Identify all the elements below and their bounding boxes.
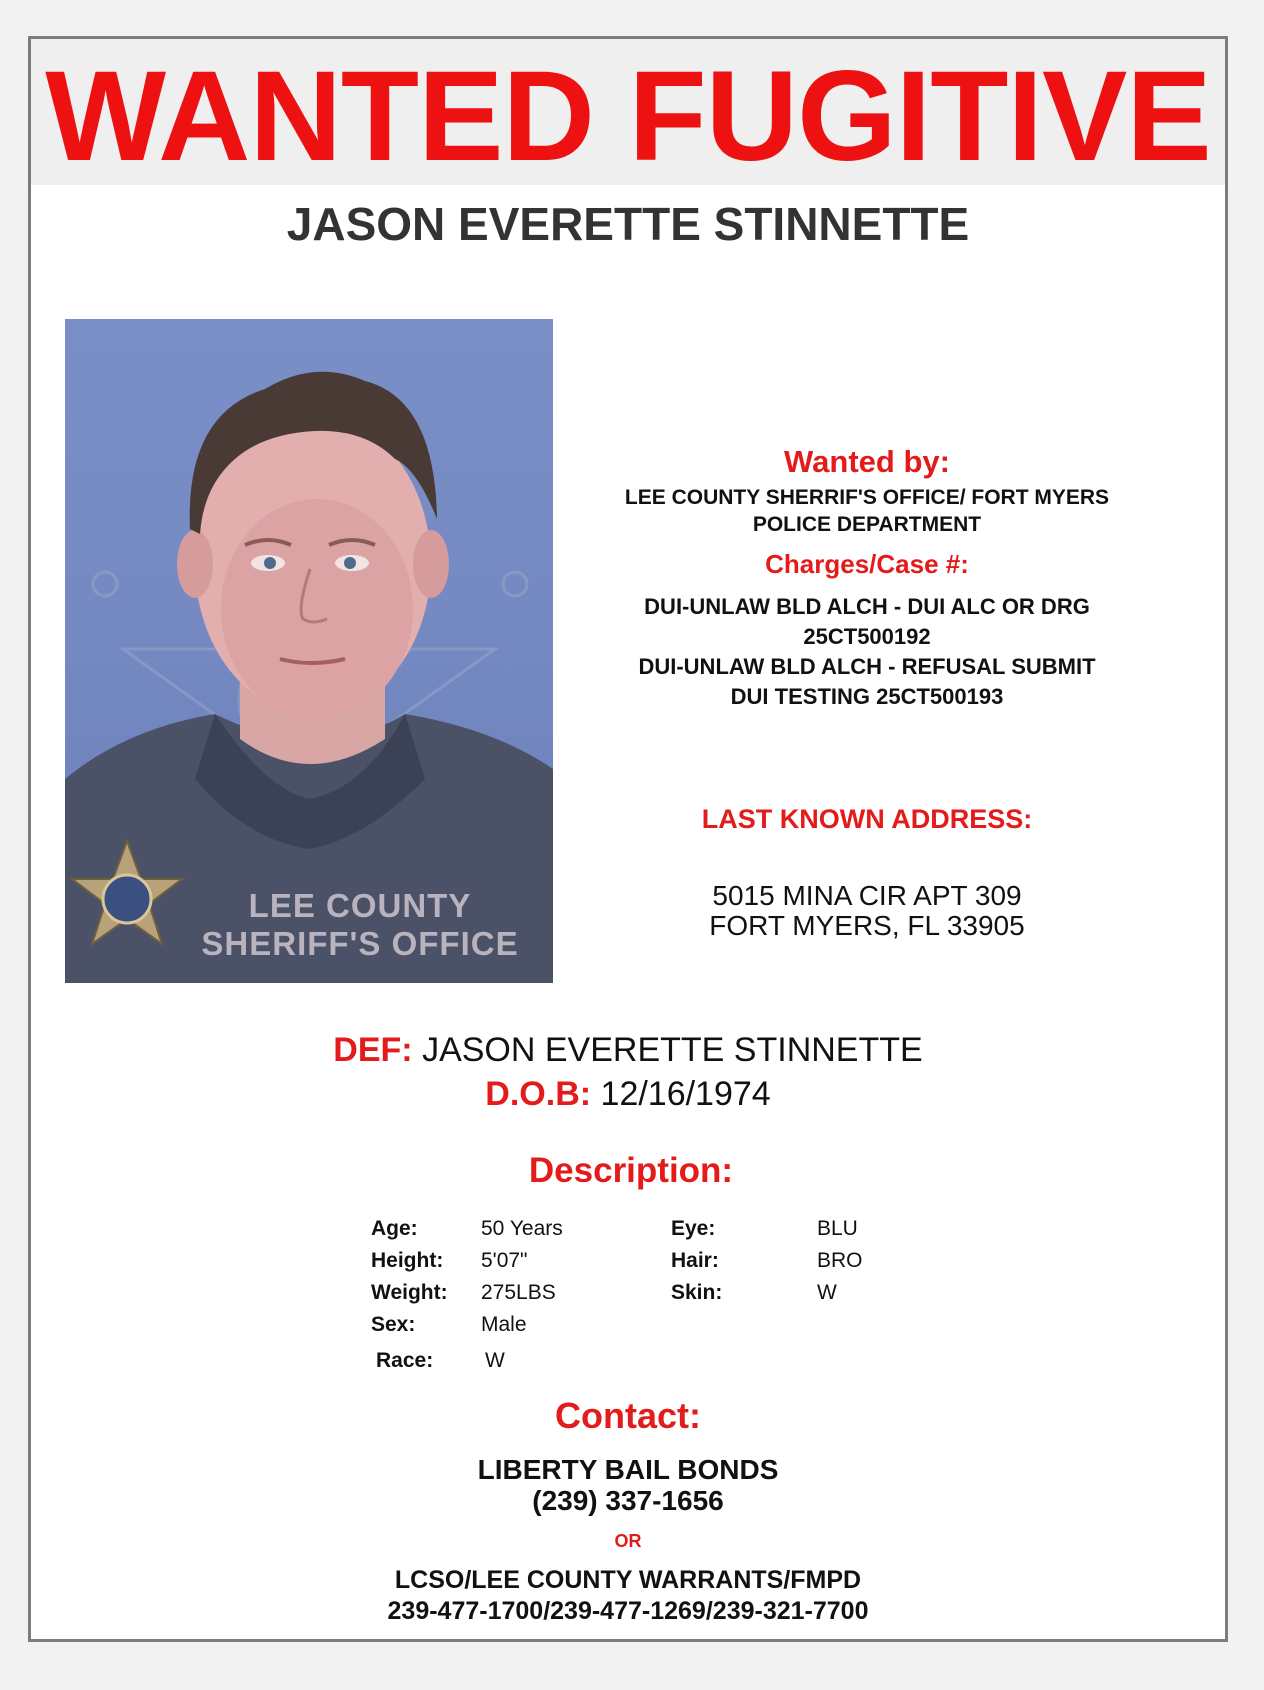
dob-label: D.O.B: [485, 1075, 592, 1113]
desc-value: W [817, 1281, 837, 1304]
desc-value: 5'07" [481, 1249, 528, 1272]
desc-label: Race: [376, 1349, 434, 1372]
charge-line: DUI-UNLAW BLD ALCH - DUI ALC OR DRG [644, 594, 1090, 619]
desc-label: Skin: [671, 1281, 723, 1304]
contact-primary [31, 1454, 1225, 1516]
address-block [597, 881, 1137, 941]
desc-label: Weight: [371, 1281, 448, 1304]
contact-secondary [31, 1565, 1225, 1627]
address-line: FORT MYERS, FL 33905 [709, 910, 1025, 941]
description-heading: Description: [528, 1151, 734, 1190]
desc-label: Hair: [671, 1249, 719, 1272]
contact-org: LIBERTY BAIL BONDS [477, 1454, 779, 1485]
charges-heading: Charges/Case #: [765, 549, 969, 579]
wanted-by-agency [597, 484, 1137, 538]
charge-line: 25CT500192 [803, 624, 931, 649]
contact-phone: 239-477-1700/239-477-1269/239-321-7700 [387, 1597, 869, 1625]
contact-phone: (239) 337-1656 [532, 1485, 724, 1516]
address-heading: LAST KNOWN ADDRESS: [701, 804, 1033, 834]
desc-value: W [485, 1349, 505, 1372]
poster-title: WANTED FUGITIVE [45, 45, 1211, 188]
wanted-by-heading: Wanted by: [784, 444, 950, 479]
watermark-line-1: LEE COUNTY [248, 887, 472, 924]
desc-value: 50 Years [481, 1217, 563, 1240]
wanted-by-line: POLICE DEPARTMENT [752, 513, 982, 536]
watermark-line-2: SHERIFF'S OFFICE [201, 925, 519, 962]
desc-value: Male [481, 1313, 527, 1336]
wanted-by-line: LEE COUNTY SHERRIF'S OFFICE/ FORT MYERS [624, 486, 1110, 509]
charges-list [597, 592, 1137, 712]
contact-heading: Contact: [555, 1395, 701, 1436]
defendant-row [31, 1031, 1225, 1070]
desc-label: Height: [371, 1249, 444, 1272]
def-label: DEF: [333, 1031, 413, 1069]
wanted-poster [28, 36, 1228, 1642]
desc-label: Eye: [671, 1217, 716, 1240]
desc-value: BLU [817, 1217, 858, 1240]
desc-value: BRO [817, 1249, 863, 1272]
charge-line: DUI-UNLAW BLD ALCH - REFUSAL SUBMIT [638, 654, 1096, 679]
booking-photo [65, 319, 553, 983]
dob-row [31, 1075, 1225, 1114]
desc-label: Age: [371, 1217, 418, 1240]
charge-line: DUI TESTING 25CT500193 [730, 684, 1004, 709]
dob-value: 12/16/1974 [600, 1075, 771, 1113]
contact-org: LCSO/LEE COUNTY WARRANTS/FMPD [394, 1566, 862, 1594]
desc-value: 275LBS [481, 1281, 556, 1304]
or-separator: OR [614, 1531, 642, 1551]
header-banner [31, 39, 1225, 188]
def-value: JASON EVERETTE STINNETTE [422, 1031, 923, 1069]
fugitive-name: JASON EVERETTE STINNETTE [286, 198, 970, 250]
address-line: 5015 MINA CIR APT 309 [712, 880, 1022, 911]
desc-label: Sex: [371, 1313, 416, 1336]
portrait-illustration [65, 319, 553, 983]
